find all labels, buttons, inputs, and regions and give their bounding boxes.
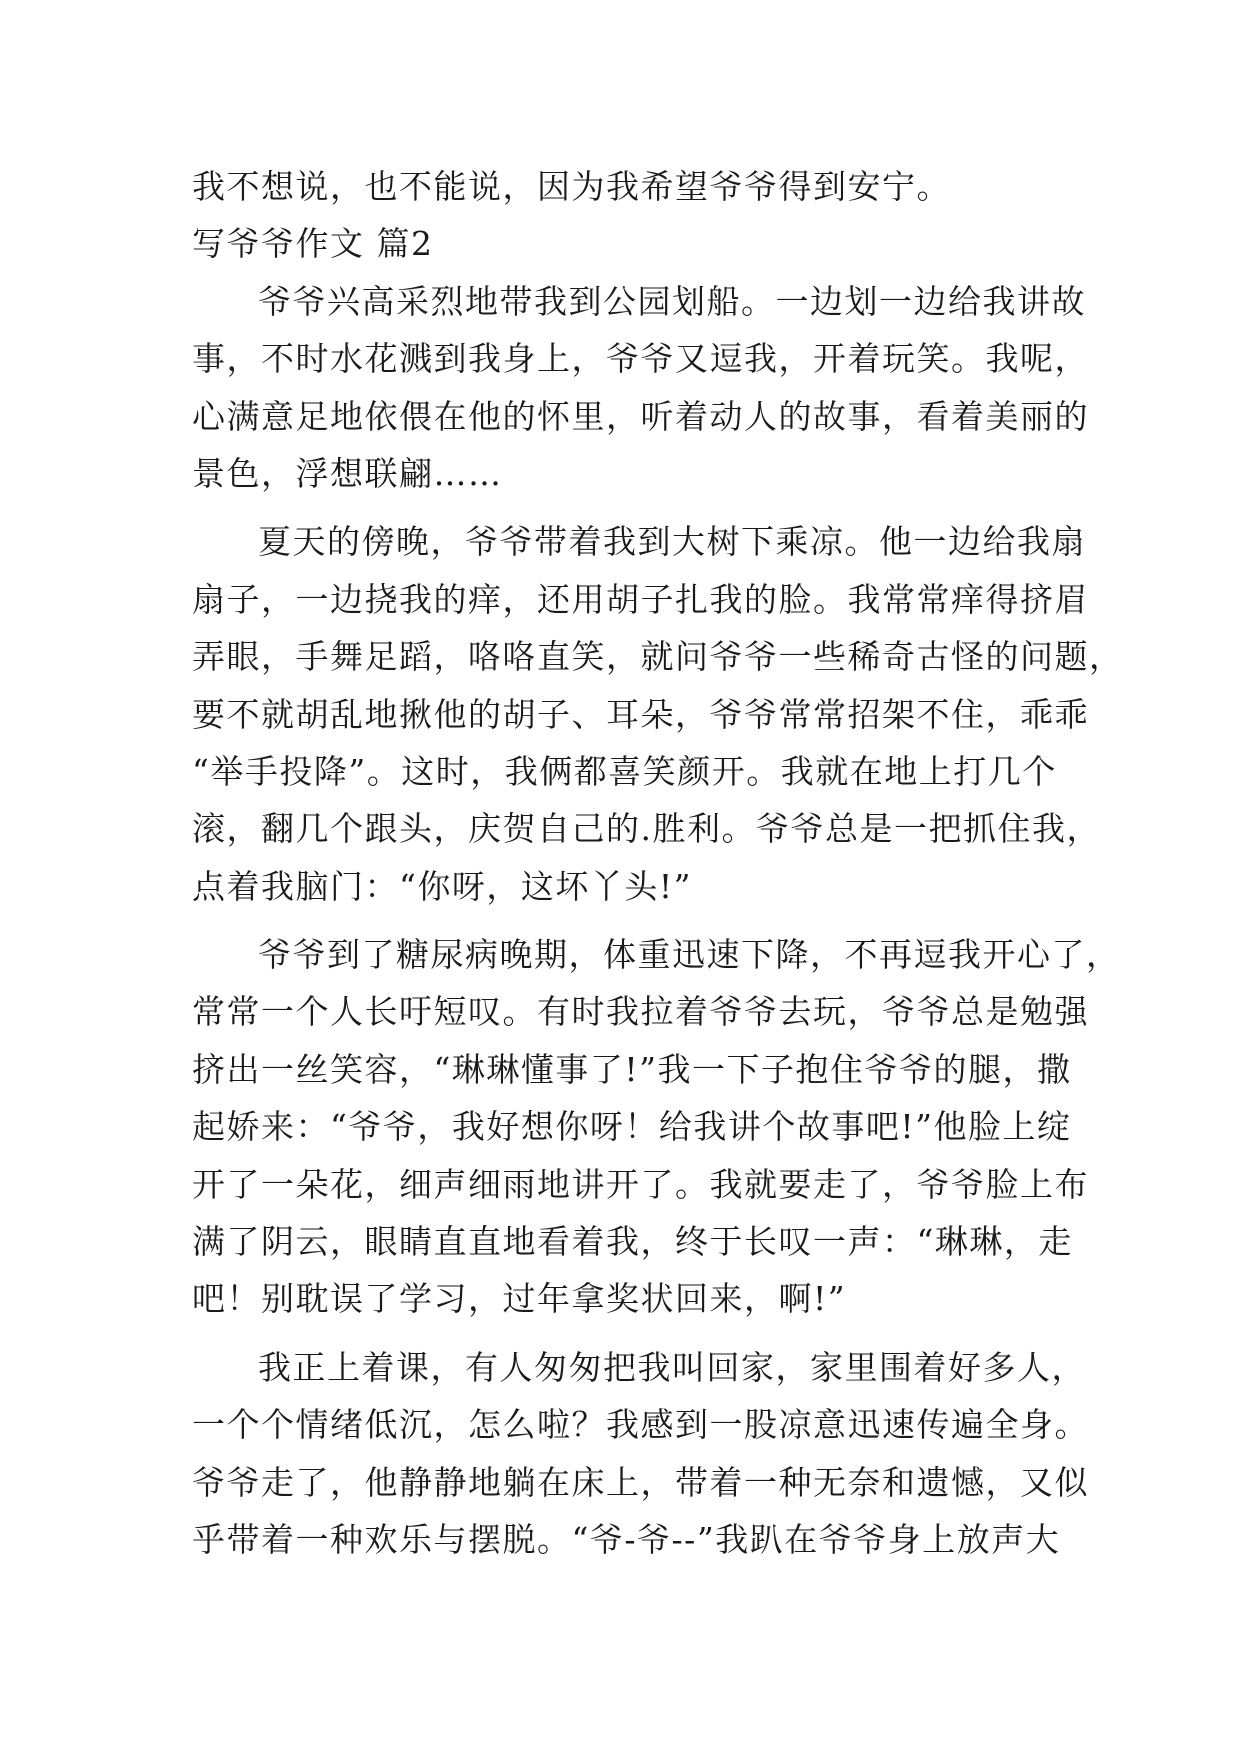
paragraph-2	[192, 513, 1124, 915]
paragraph-line: 弄眼，手舞足蹈，咯咯直笑，就问爷爷一些稀奇古怪的问题，	[192, 637, 1124, 677]
paragraph-3	[192, 926, 1121, 1328]
intro-line: 我不想说，也不能说，因为我希望爷爷得到安宁。	[192, 167, 951, 206]
paragraph-line: 满了阴云，眼睛直直地看着我，终于长叹一声：“琳琳，走	[192, 1222, 1073, 1262]
paragraph-line: 夏天的傍晚，爷爷带着我到大树下乘凉。他一边给我扇	[258, 522, 1086, 562]
paragraph-1	[192, 273, 1089, 503]
paragraph-line: 要不就胡乱地揪他的胡子、耳朵，爷爷常常招架不住，乖乖	[192, 694, 1089, 734]
paragraph-4	[192, 1339, 1089, 1569]
paragraph-line: 我正上着课，有人匆匆把我叫回家，家里围着好多人，	[258, 1347, 1086, 1387]
paragraph-line: 心满意足地依偎在他的怀里，听着动人的故事，看着美丽的	[192, 396, 1089, 436]
paragraph-line: 挤出一丝笑容，“琳琳懂事了!”我一下子抱住爷爷的腿，撒	[192, 1049, 1072, 1089]
paragraph-line: 景色，浮想联翩……	[192, 453, 503, 493]
paragraph-line: 滚，翻几个跟头，庆贺自己的.胜利。爷爷总是一把抓住我，	[192, 809, 1101, 849]
paragraph-line: 开了一朵花，细声细雨地讲开了。我就要走了，爷爷脸上布	[192, 1164, 1089, 1204]
paragraph-line: 乎带着一种欢乐与摆脱。“爷-爷--”我趴在爷爷身上放声大	[192, 1519, 1061, 1559]
paragraph-line: 一个个情绪低沉，怎么啦？我感到一股凉意迅速传遍全身。	[192, 1405, 1089, 1445]
paragraph-line: 爷爷走了，他静静地躺在床上，带着一种无奈和遗憾，又似	[192, 1462, 1089, 1502]
paragraph-line: 爷爷兴高采烈地带我到公园划船。一边划一边给我讲故	[258, 281, 1086, 321]
paragraph-line: 起娇来：“爷爷，我好想你呀！给我讲个故事吧!”他脸上绽	[192, 1107, 1072, 1147]
paragraph-line: 吧！别耽误了学习，过年拿奖状回来，啊!”	[192, 1279, 847, 1319]
section-title: 写爷爷作文 篇2	[192, 224, 434, 264]
paragraph-line: “举手投降”。这时，我俩都喜笑颜开。我就在地上打几个	[192, 751, 1057, 791]
paragraph-line: 爷爷到了糖尿病晚期，体重迅速下降，不再逗我开心了，	[258, 935, 1121, 975]
document-body	[192, 158, 1124, 1568]
paragraph-line: 扇子，一边挠我的痒，还用胡子扎我的脸。我常常痒得挤眉	[192, 579, 1089, 619]
paragraph-line: 常常一个人长吁短叹。有时我拉着爷爷去玩，爷爷总是勉强	[192, 992, 1089, 1032]
paragraph-line: 事，不时水花溅到我身上，爷爷又逗我，开着玩笑。我呢，	[192, 339, 1089, 379]
paragraph-line: 点着我脑门：“你呀，这坏丫头!”	[192, 866, 693, 906]
